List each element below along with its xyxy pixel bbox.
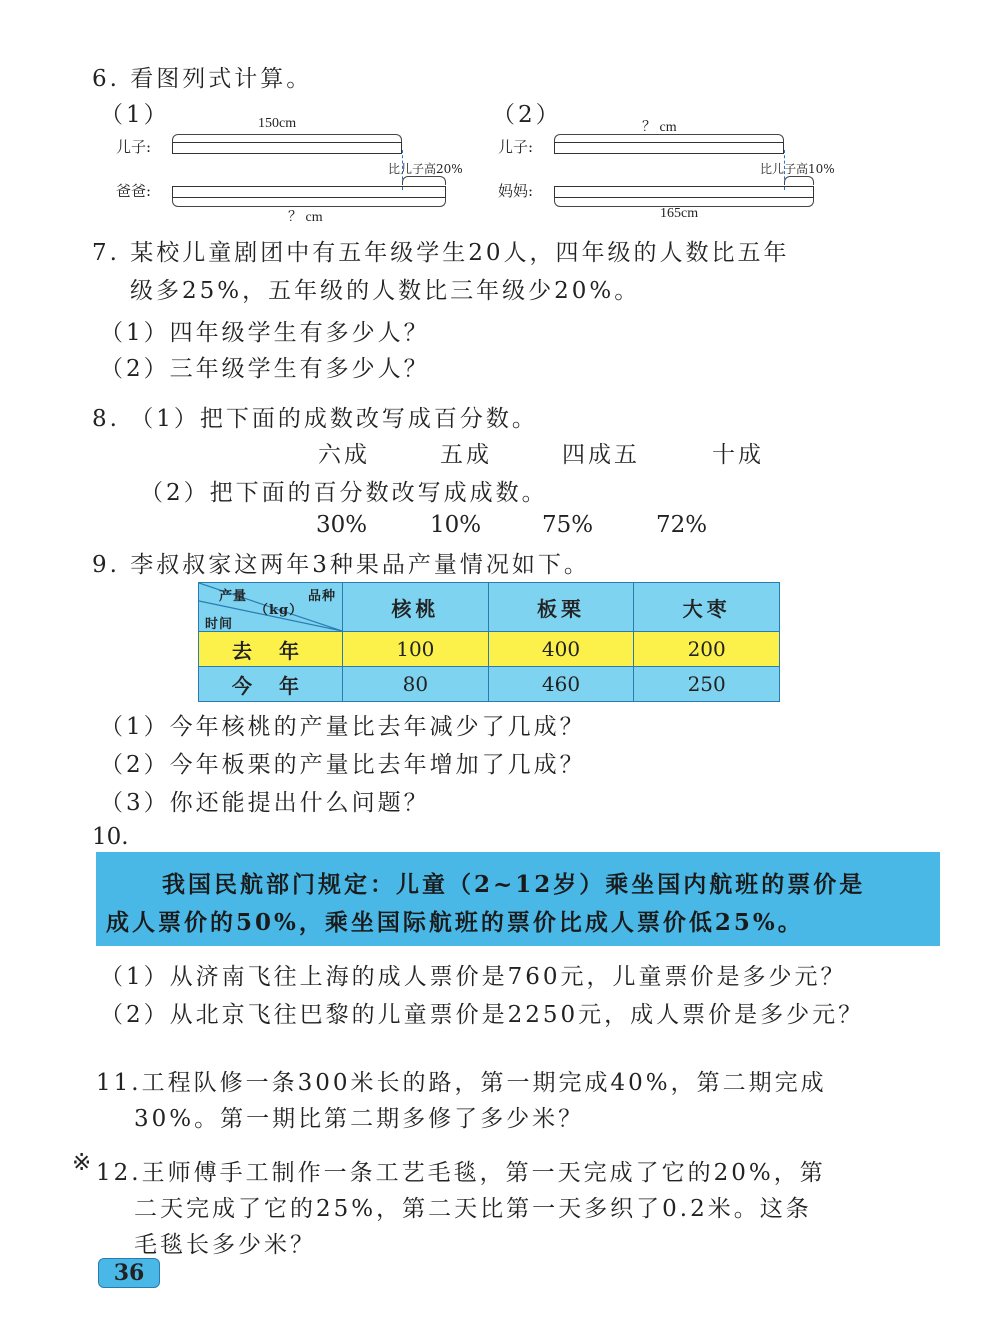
- q7-sub2: （2）三年级学生有多少人？: [100, 356, 430, 382]
- q8-item1-b: 五成: [440, 442, 492, 468]
- q10-sub2: （2）从北京飞往巴黎的儿童票价是2250元，成人票价是多少元？: [100, 1002, 865, 1028]
- cell: 200: [634, 632, 780, 667]
- fig1-dad-label: 爸爸:: [116, 182, 152, 200]
- q11-line1: 11.工程队修一条300米长的路，第一期完成40%，第二期完成: [96, 1070, 827, 1096]
- q8-item1-d: 十成: [712, 442, 764, 468]
- q6-title: 6. 看图列式计算。: [92, 66, 313, 92]
- q7-sub1: （1）四年级学生有多少人？: [100, 320, 430, 346]
- cell: 460: [488, 667, 634, 702]
- q8-item2-c: 75%: [542, 512, 594, 538]
- fig2-top-value: ？ cm: [642, 120, 677, 135]
- cell: 400: [488, 632, 634, 667]
- q9-sub3: （3）你还能提出什么问题？: [100, 790, 430, 816]
- cell: 250: [634, 667, 780, 702]
- q8-item2-d: 72%: [656, 512, 708, 538]
- q8-item2-b: 10%: [430, 512, 482, 538]
- table-corner-cell: [199, 583, 343, 632]
- q10-number: 10.: [92, 824, 129, 850]
- cell: 80: [343, 667, 489, 702]
- corner-variety: 品种: [307, 589, 336, 604]
- notice-line1: 我国民航部门规定：儿童（2~12岁）乘坐国内航班的票价是: [162, 871, 866, 898]
- corner-unit: （kg）: [255, 603, 304, 618]
- fig1-son-label: 儿子:: [116, 138, 152, 156]
- fig1-label: （1）: [100, 102, 170, 128]
- corner-yield: 产量: [219, 589, 248, 604]
- q8-part2: （2）把下面的百分数改写成成数。: [140, 480, 548, 506]
- fig2-mom-label: 妈妈:: [498, 182, 534, 200]
- row-label-this-year: 今 年: [199, 667, 343, 702]
- q8-item2-a: 30%: [316, 512, 368, 538]
- q8-item1-a: 六成: [318, 442, 370, 468]
- q10-sub1: （1）从济南飞往上海的成人票价是760元，儿童票价是多少元？: [100, 964, 847, 990]
- fig1-son-bar: [172, 142, 402, 154]
- fig1-extra-brace: [402, 176, 446, 185]
- q12-line2: 二天完成了它的25%，第二天比第一天多织了0.2米。这条: [134, 1196, 812, 1222]
- fig2-son-bar: [554, 142, 784, 154]
- q7-line1: 7. 某校儿童剧团中有五年级学生20人，四年级的人数比五年: [92, 240, 790, 266]
- q12-line1: 12.王师傅手工制作一条工艺毛毯，第一天完成了它的20%，第: [96, 1160, 826, 1186]
- col-header-chestnut: 板栗: [488, 583, 634, 632]
- fig2-extra-brace: [784, 176, 814, 185]
- fruit-yield-table: [198, 582, 780, 702]
- q9-sub2: （2）今年板栗的产量比去年增加了几成？: [100, 752, 586, 778]
- table-row: [199, 667, 780, 702]
- q9-title: 9. 李叔叔家这两年3种果品产量情况如下。: [92, 552, 590, 578]
- cell: 100: [343, 632, 489, 667]
- q7-line2: 级多25%，五年级的人数比三年级少20%。: [130, 278, 641, 304]
- fig1-bottom-value: ？ cm: [288, 210, 323, 225]
- q11-line2: 30%。第一期比第二期多修了多少米？: [134, 1106, 585, 1132]
- col-header-walnut: 核桃: [343, 583, 489, 632]
- fig1-dad-bar: [172, 186, 446, 198]
- table-row: [199, 632, 780, 667]
- fig2-son-label: 儿子:: [498, 138, 534, 156]
- aviation-notice-box: [96, 852, 940, 946]
- q8-part1: 8. （1）把下面的成数改写成百分数。: [92, 406, 538, 432]
- notice-line2: 成人票价的50%，乘坐国际航班的票价比成人票价低25%。: [106, 909, 804, 936]
- corner-time: 时间: [205, 617, 234, 632]
- row-label-last-year: 去 年: [199, 632, 343, 667]
- fig2-bottom-value: 165cm: [660, 206, 699, 221]
- fig2-mom-bar: [554, 186, 814, 198]
- q12-star-mark: ※: [72, 1150, 92, 1176]
- fig1-top-value: 150cm: [258, 116, 297, 131]
- fig1-note: 比儿子高20%: [388, 162, 463, 176]
- q9-sub1: （1）今年核桃的产量比去年减少了几成？: [100, 714, 586, 740]
- q8-item1-c: 四成五: [562, 442, 640, 468]
- fig2-label: （2）: [492, 102, 562, 128]
- page-number: 36: [98, 1258, 160, 1288]
- fig2-note: 比儿子高10%: [760, 162, 835, 176]
- col-header-jujube: 大枣: [634, 583, 780, 632]
- q12-line3: 毛毯长多少米？: [134, 1232, 316, 1258]
